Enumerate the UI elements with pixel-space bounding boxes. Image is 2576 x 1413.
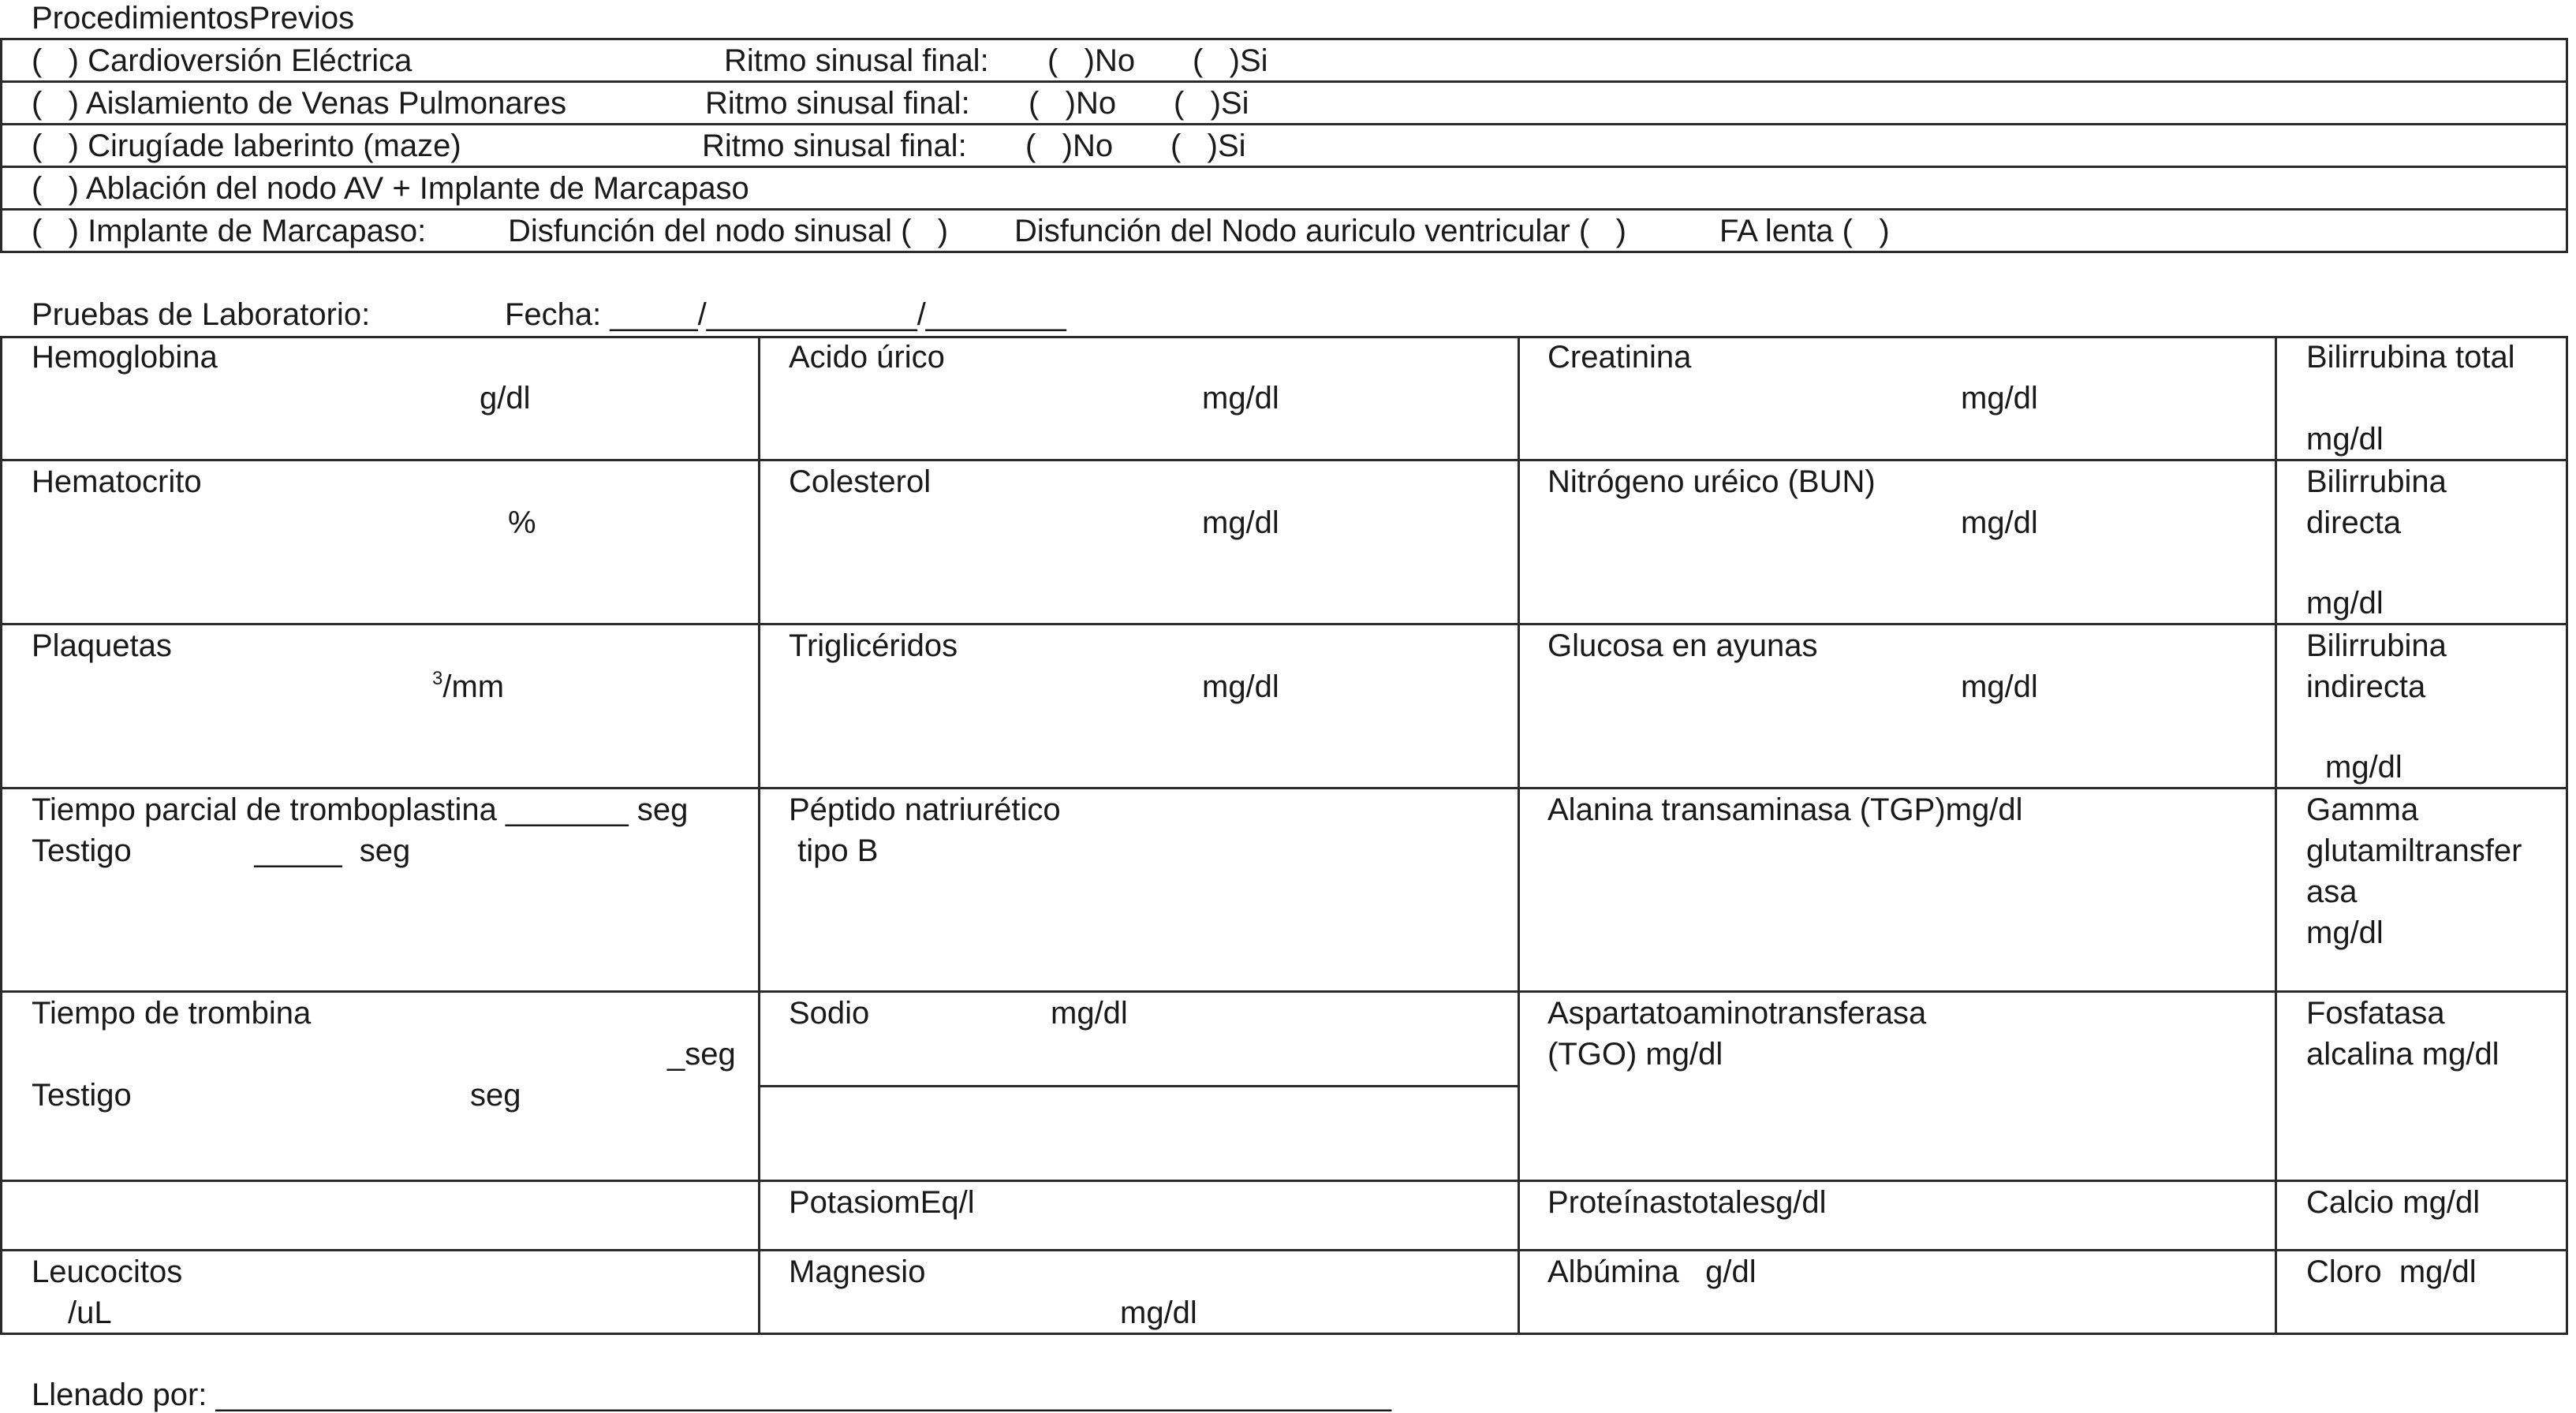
tgo-label-2: (TGO) mg/dl — [1547, 1037, 1723, 1072]
tgo-label: Aspartatoaminotransferasa — [1547, 996, 1927, 1031]
potasio-label: PotasiomEq/l — [789, 1185, 975, 1220]
lab-grid-h3 — [0, 787, 2568, 789]
peptido-label: Péptido natriurético — [789, 792, 1061, 827]
colesterol-label: Colesterol — [789, 464, 931, 499]
tiempo-trombina-unit: _seg — [667, 1037, 736, 1072]
rhythm-no-checkbox[interactable]: ( )No — [1025, 129, 1114, 163]
ggt-label: Gamma — [2306, 792, 2419, 827]
lab-grid-left — [0, 336, 2, 1335]
ttp-label: Tiempo parcial de tromboplastina _______ seg — [32, 792, 689, 827]
lab-grid-h1 — [0, 459, 2568, 461]
trigliceridos-label: Triglicéridos — [789, 628, 958, 663]
glucosa-unit: mg/dl — [1961, 669, 2038, 704]
lab-grid-right — [2566, 336, 2568, 1335]
proc-box-left — [0, 38, 2, 253]
hemoglobina-unit: g/dl — [480, 381, 531, 416]
plaquetas-unit — [432, 669, 504, 705]
lab-grid-bottom — [0, 1333, 2568, 1335]
lab-title: Pruebas de Laboratorio: — [32, 297, 371, 332]
plaquetas-label: Plaquetas — [32, 628, 172, 663]
tt-testigo-label: Testigo — [32, 1078, 132, 1113]
proc-line-2 — [0, 123, 2568, 125]
proc-line-1 — [0, 80, 2568, 83]
procedure-label: ( ) Aislamiento de Venas Pulmonares — [32, 86, 567, 121]
superscript-3: 3 — [432, 667, 443, 689]
bun-unit: mg/dl — [1961, 505, 2038, 540]
sodio-unit: mg/dl — [1051, 996, 1128, 1031]
peptido-label-2: tipo B — [789, 833, 879, 868]
pacemaker-option-sinus[interactable]: Disfunción del nodo sinusal ( ) — [508, 214, 949, 248]
procedure-row-av-ablation[interactable]: ( ) Ablación del nodo AV + Implante de Marcapaso — [32, 171, 749, 206]
colesterol-unit: mg/dl — [1202, 505, 1279, 540]
proteinas-label: Proteínastotalesg/dl — [1547, 1185, 1827, 1220]
procedure-label: ( ) Cirugíade laberinto (maze) — [32, 129, 461, 163]
rhythm-si-checkbox[interactable]: ( )Si — [1174, 86, 1249, 121]
bilirrubina-indirecta-label-2: indirecta — [2306, 669, 2426, 704]
procedure-label: ( ) Implante de Marcapaso: — [32, 214, 427, 248]
lab-grid-h2 — [0, 623, 2568, 625]
proc-box-right — [2566, 38, 2568, 253]
bilirrubina-indirecta-unit: mg/dl — [2325, 750, 2402, 785]
hematocrito-unit: % — [508, 505, 536, 540]
leucocitos-label: Leucocitos — [32, 1255, 183, 1289]
hematocrito-label: Hematocrito — [32, 464, 202, 499]
pacemaker-option-fa-lenta[interactable]: FA lenta ( ) — [1719, 214, 1890, 248]
proc-line-3 — [0, 166, 2568, 168]
rhythm-no-checkbox[interactable]: ( )No — [1029, 86, 1117, 121]
rhythm-label: Ritmo sinusal final: — [705, 86, 970, 121]
magnesio-label: Magnesio — [789, 1255, 926, 1289]
bun-label: Nitrógeno uréico (BUN) — [1547, 464, 1876, 499]
lab-date-field[interactable]: Fecha: _____/____________/________ — [505, 297, 1066, 332]
hemoglobina-label: Hemoglobina — [32, 340, 218, 375]
rhythm-si-checkbox[interactable]: ( )Si — [1170, 129, 1246, 163]
lab-grid-v3 — [2275, 336, 2277, 1335]
lab-grid-h5 — [0, 1180, 2568, 1182]
ggt-label-2: glutamiltransfer — [2306, 833, 2522, 868]
lab-grid-v1 — [758, 336, 760, 1335]
lab-grid-h-sodio — [760, 1085, 1519, 1087]
pacemaker-option-av-node[interactable]: Disfunción del Nodo auriculo ventricular ( ) — [1014, 214, 1626, 248]
bilirrubina-directa-label: Bilirrubina — [2306, 464, 2447, 499]
fosfatasa-label-2: alcalina mg/dl — [2306, 1037, 2499, 1072]
proc-line-4 — [0, 208, 2568, 211]
trigliceridos-unit: mg/dl — [1202, 669, 1279, 704]
ggt-unit: mg/dl — [2306, 915, 2384, 950]
ggt-label-3: asa — [2306, 874, 2358, 909]
glucosa-label: Glucosa en ayunas — [1547, 628, 1818, 663]
leucocitos-unit: /uL — [68, 1296, 112, 1330]
acido-urico-label: Acido úrico — [789, 340, 945, 375]
procedures-title: ProcedimientosPrevios — [32, 1, 355, 35]
bilirrubina-total-label: Bilirrubina total — [2306, 340, 2515, 375]
cloro-label: Cloro mg/dl — [2306, 1255, 2477, 1289]
rhythm-label: Ritmo sinusal final: — [724, 43, 989, 78]
rhythm-si-checkbox[interactable]: ( )Si — [1193, 43, 1268, 78]
ttp-testigo-label: Testigo _____ seg — [32, 833, 411, 868]
bilirrubina-total-unit: mg/dl — [2306, 422, 2384, 457]
magnesio-unit: mg/dl — [1120, 1296, 1197, 1330]
rhythm-label: Ritmo sinusal final: — [702, 129, 967, 163]
bilirrubina-directa-label-2: directa — [2306, 505, 2402, 540]
rhythm-no-checkbox[interactable]: ( )No — [1047, 43, 1136, 78]
tt-testigo-unit: seg — [470, 1078, 521, 1113]
acido-urico-unit: mg/dl — [1202, 381, 1279, 416]
proc-box-bottom — [0, 251, 2568, 253]
creatinina-unit: mg/dl — [1961, 381, 2038, 416]
sodio-label: Sodio — [789, 996, 870, 1031]
bilirrubina-indirecta-label: Bilirrubina — [2306, 628, 2447, 663]
lab-grid-v2 — [1518, 336, 1520, 1335]
calcio-label: Calcio mg/dl — [2306, 1185, 2481, 1220]
plaquetas-unit-text: /mm — [442, 669, 505, 704]
bilirrubina-directa-unit: mg/dl — [2306, 586, 2384, 621]
fosfatasa-label: Fosfatasa — [2306, 996, 2445, 1031]
lab-grid-top — [0, 336, 2568, 338]
filled-by-field[interactable]: Llenado por: ___________________________________________________________________ — [32, 1378, 1392, 1412]
tiempo-trombina-label: Tiempo de trombina — [32, 996, 312, 1031]
creatinina-label: Creatinina — [1547, 340, 1692, 375]
procedure-label: ( ) Cardioversión Eléctrica — [32, 43, 413, 78]
albumina-label: Albúmina g/dl — [1547, 1255, 1757, 1289]
proc-box-top — [0, 38, 2568, 40]
lab-grid-h4 — [0, 990, 2568, 993]
tgp-label: Alanina transaminasa (TGP)mg/dl — [1547, 792, 2023, 827]
lab-grid-h6 — [0, 1249, 2568, 1251]
